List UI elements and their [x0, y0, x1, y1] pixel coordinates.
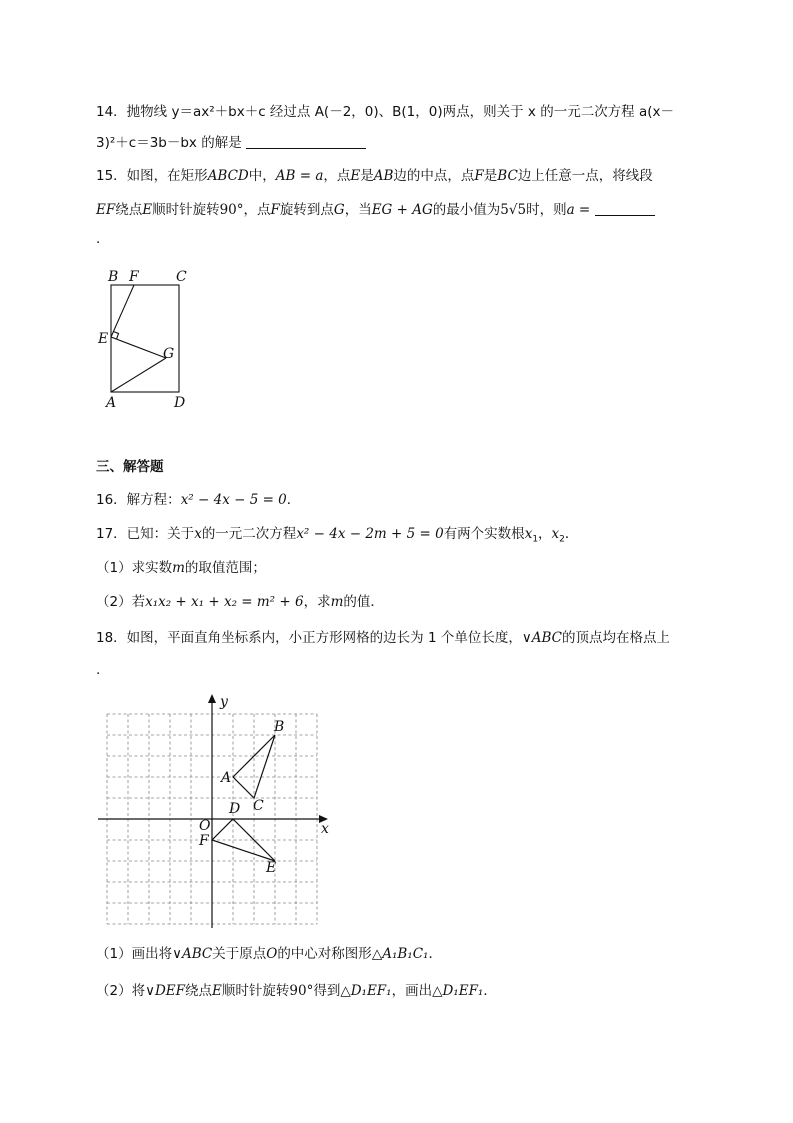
q15-text: 是 [360, 168, 374, 184]
q15-line1 [96, 166, 653, 186]
q15-text: 的最小值为 [432, 202, 501, 218]
q17-sep: ， [538, 526, 552, 542]
q15-g: G [333, 202, 345, 218]
y-axis-arrow [208, 694, 216, 703]
q16-equation: x² − 4x − 5 = 0 [180, 492, 287, 508]
q15-text: 边的中点，点 [393, 168, 475, 184]
q15-abcd: ABCD [207, 168, 249, 184]
q18-e: E [212, 983, 222, 999]
q15-eq-a: = a [295, 168, 324, 184]
label-b: B [108, 269, 119, 285]
q17-m: m [330, 594, 344, 610]
q15-bc: BC [497, 168, 518, 184]
q18-text: 的顶点均在格点上 [562, 630, 670, 646]
q15-angle: 90° [219, 202, 244, 218]
q15-dot: . [96, 231, 101, 247]
q15-five: 5 [500, 202, 509, 218]
q16-end: ． [286, 492, 301, 508]
q17-text: 的一元二次方程 [201, 526, 297, 542]
q17-x: x [194, 526, 202, 542]
q18-sub1-text: 的中心对称图形 [277, 946, 372, 962]
q18-triangle-d1ef1: △D₁EF₁ [432, 983, 484, 999]
q15-ef: EF [96, 202, 116, 218]
q18-grid-figure [96, 692, 346, 932]
q17-num: 17．已知：关于 [96, 526, 195, 542]
q18-triangle-d1ef1: △D₁EF₁ [340, 983, 392, 999]
label-b: B [274, 719, 285, 735]
q18-triangle-a1b1c1: △A₁B₁C₁ [371, 946, 429, 962]
q18-sub2-text: 绕点 [185, 983, 213, 999]
q18-o: O [266, 946, 278, 962]
q18-sub1-text: 关于原点 [212, 946, 267, 962]
q17-end: ． [564, 526, 579, 542]
q16-num: 16．解方程： [96, 492, 181, 508]
q15-a: a [566, 202, 575, 218]
label-y: y [220, 694, 228, 710]
q18-intro [96, 628, 670, 648]
q18-sub2-end: ． [483, 983, 497, 999]
q15-rectangle-figure [96, 265, 216, 415]
q15-text: 中， [248, 168, 276, 184]
q17-x1: x [524, 526, 533, 542]
q18-sub2-text: 得到 [313, 983, 341, 999]
q15-text: ，点 [243, 202, 271, 218]
label-f: F [199, 833, 209, 849]
segment-ef [111, 285, 134, 337]
label-g: G [163, 346, 175, 362]
q15-e: E [142, 202, 153, 218]
label-c: C [253, 798, 264, 814]
label-a: A [221, 770, 232, 786]
label-a: A [106, 395, 117, 411]
section-title: 三、解答题 [96, 459, 164, 475]
q15-text: 旋转到点 [279, 202, 334, 218]
q14-line2-text: 3)²＋c＝3b－bx 的解是 [96, 135, 242, 151]
label-c: C [176, 269, 187, 285]
q18-sub2-text: （2）将 [96, 983, 146, 999]
q17-equation: x² − 4x − 2m + 5 = 0 [296, 526, 444, 542]
q18-sub1 [96, 944, 442, 964]
q15-text: 时，则 [526, 202, 567, 218]
q15-answer-blank[interactable] [595, 201, 655, 216]
q15-ab: AB [275, 168, 296, 184]
q17-sub1 [96, 558, 266, 578]
q15-text: 是 [483, 168, 498, 184]
q15-text: ，点 [323, 168, 351, 184]
label-d: D [174, 395, 186, 411]
q18-sub2-text: 顺时针旋转 [221, 983, 290, 999]
q16-line [96, 490, 300, 510]
triangle-def [212, 819, 275, 861]
q18-abc: ∨ABC [521, 630, 562, 646]
segment-eg [111, 337, 166, 358]
q18-angle: 90° [289, 983, 314, 999]
q17-text: 有两个实数根 [443, 526, 525, 542]
q17-sub2-text: ，求 [303, 594, 331, 610]
rect-abcd [111, 285, 179, 392]
label-o: O [199, 818, 211, 834]
q18-text: 18．如图，平面直角坐标系内，小正方形网格的边长为 1 个单位长度， [96, 630, 522, 646]
q15-text: 顺时针旋转 [152, 202, 220, 218]
q15-sqrt5: √5 [508, 202, 527, 218]
q17-sub2 [96, 592, 384, 612]
q18-sub1-text: （1）画出将 [96, 946, 173, 962]
q15-f: F [270, 202, 280, 218]
q17-sub2-equation: x₁x₂ + x₁ + x₂ = m² + 6 [145, 594, 304, 610]
segment-ag [111, 358, 166, 392]
label-e: E [98, 331, 109, 347]
label-x: x [321, 821, 329, 837]
q15-line2 [96, 200, 655, 220]
q17-x2: x [551, 526, 560, 542]
q15-eq: = [574, 202, 595, 218]
q15-text: 绕点 [115, 202, 143, 218]
q18-sub2-text: ，画出 [391, 983, 433, 999]
q17-sub2-text: 的值． [343, 594, 384, 610]
q18-sub2 [96, 981, 497, 1001]
q15-ab: AB [373, 168, 394, 184]
q17-line: 17．已知：关于x的一元二次方程x² − 4x − 2m + 5 = 0有两个实数根$x_1$，$x_2$． [96, 526, 579, 545]
q18-abc: ∨ABC [172, 946, 213, 962]
label-e: E [266, 860, 277, 876]
label-f: F [129, 269, 139, 285]
q17-sub1-text: 的取值范围； [184, 560, 266, 576]
q18-def: ∨DEF [145, 983, 186, 999]
q17-sub2-text: （2）若 [96, 594, 146, 610]
q15-f: F [474, 168, 484, 184]
q15-e: E [350, 168, 361, 184]
q15-text: ，当 [344, 202, 372, 218]
q14-line2 [96, 133, 366, 153]
label-d: D [229, 801, 241, 817]
q14-line1: 14．抛物线 y＝ax²＋bx＋c 经过点 A(－2，0)、B(1，0)两点，则关于 x 的一元二次方程 a(x－ [96, 104, 675, 120]
q14-answer-blank[interactable] [246, 134, 366, 149]
q18-dot: . [96, 662, 101, 678]
q17-m: m [172, 560, 185, 576]
q17-sub1-text: （1）求实数 [96, 560, 173, 576]
q15-eg-ag: EG + AG [371, 202, 433, 218]
q18-sub1-end: ． [428, 946, 442, 962]
q15-num: 15．如图，在矩形 [96, 168, 208, 184]
q15-text: 边上任意一点，将线段 [517, 168, 653, 184]
